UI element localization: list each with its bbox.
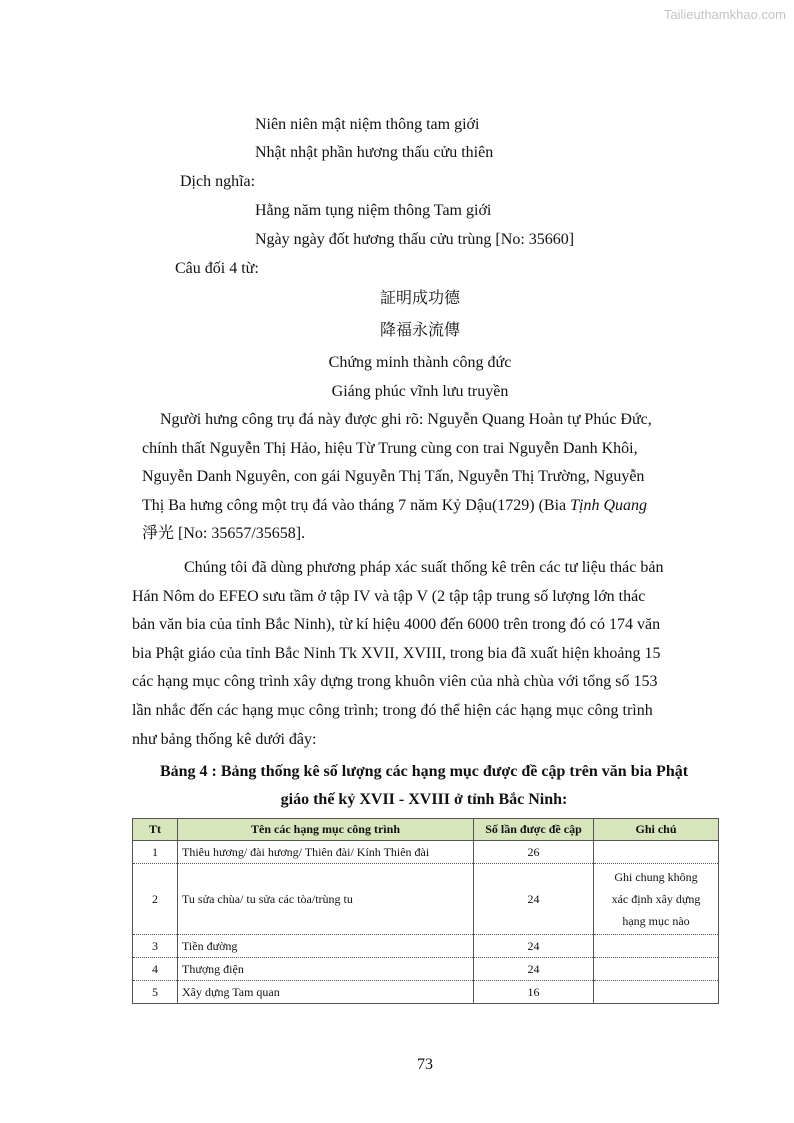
couplet-label: Câu đối 4 từ:: [175, 260, 259, 277]
paragraph-statistics: [132, 554, 718, 754]
watermark: Tailieuthamkhao.com: [663, 7, 786, 22]
page-number: 73: [417, 1056, 433, 1073]
paragraph-line: 淨光 [No: 35657/35658].: [142, 525, 306, 543]
table-row: [133, 841, 719, 864]
item-name: Thượng điện: [178, 958, 474, 981]
paragraph-line: Hán Nôm do EFEO sưu tầm ở tập IV và tập V (2 tập tập trung số lượng lớn thác: [132, 587, 646, 605]
table-row: [133, 981, 719, 1004]
table-caption-line: Bảng 4 : Bảng thống kê số lượng các hạng mục được đề cập trên văn bia Phật: [159, 763, 689, 780]
table-row: [133, 864, 719, 935]
mention-count: 26: [474, 841, 594, 864]
paragraph-line-text: Thị Ba hưng công một trụ đá vào tháng 7 năm Kỷ Dậu(1729) (Bia: [142, 496, 571, 514]
paragraph-line: [142, 492, 718, 521]
paragraph-donors: [142, 406, 718, 549]
couplet-han-line: 証明成功德: [379, 290, 460, 307]
table-row: [133, 935, 719, 958]
translation-line: Ngày ngày đốt hương thấu cửu trùng [No: 35660]: [255, 231, 575, 248]
column-header: Số lần được đề cập: [474, 819, 594, 841]
note-cell: [594, 981, 719, 1004]
mention-count: 24: [474, 935, 594, 958]
note-cell: [594, 958, 719, 981]
note-cell: Ghi chung không xác định xây dựng hạng mục nào: [594, 864, 719, 935]
couplet-han-line: 降福永流傳: [379, 322, 460, 339]
mention-count: 24: [474, 864, 594, 935]
paragraph-line: lần nhắc đến các hạng mục công trình; trong đó thể hiện các hạng mục công trình: [132, 701, 653, 719]
column-header: Tên các hạng mục công trình: [178, 819, 474, 841]
note-cell: [594, 841, 719, 864]
paragraph-line: Người hưng công trụ đá này được ghi rõ: Nguyễn Quang Hoàn tự Phúc Đức,: [160, 411, 652, 428]
item-name: Xây dựng Tam quan: [178, 981, 474, 1004]
table-caption: [130, 758, 718, 814]
row-index: 3: [133, 935, 178, 958]
column-header: Ghi chú: [594, 819, 719, 841]
row-index: 5: [133, 981, 178, 1004]
mention-count: 24: [474, 958, 594, 981]
verse-line: Niên niên mật niệm thông tam giới: [255, 116, 480, 133]
table-header-row: [133, 819, 719, 841]
item-name: Thiêu hương/ đài hương/ Thiên đài/ Kính Thiên đài: [178, 841, 474, 864]
note-cell: [594, 935, 719, 958]
couplet-line: Giáng phúc vĩnh lưu truyền: [331, 383, 509, 400]
row-index: 1: [133, 841, 178, 864]
paragraph-line: như bảng thống kê dưới đây:: [132, 730, 317, 748]
item-name: Tu sửa chùa/ tu sửa các tòa/trùng tu: [178, 864, 474, 935]
column-header: Tt: [133, 819, 178, 841]
paragraph-line: bản văn bia của tỉnh Bắc Ninh), từ kí hiệu 4000 đến 6000 trên trong đó có 174 văn: [132, 616, 661, 634]
statistics-table: [132, 818, 719, 1004]
paragraph-line: Chúng tôi đã dùng phương pháp xác suất thống kê trên các tư liệu thác bản: [184, 559, 664, 576]
mention-count: 16: [474, 981, 594, 1004]
translation-line: Hằng năm tụng niệm thông Tam giới: [255, 202, 492, 219]
couplet-line: Chứng minh thành công đức: [328, 354, 512, 371]
paragraph-line: bia Phật giáo của tỉnh Bắc Ninh Tk XVII, XVIII, trong bia đã xuất hiện khoảng 15: [132, 644, 661, 662]
table-caption-line: giáo thế kỷ XVII - XVIII ở tỉnh Bắc Ninh:: [280, 791, 568, 808]
row-index: 4: [133, 958, 178, 981]
translation-label: Dịch nghĩa:: [180, 173, 256, 190]
stele-name: Tịnh Quang: [570, 496, 648, 514]
paragraph-line: các hạng mục công trình xây dựng trong khuôn viên của nhà chùa với tổng số 153: [132, 673, 658, 691]
item-name: Tiền đường: [178, 935, 474, 958]
paragraph-line: chính thất Nguyễn Thị Hảo, hiệu Từ Trung cùng con trai Nguyễn Danh Khôi,: [142, 439, 638, 457]
paragraph-line: Nguyễn Danh Nguyên, con gái Nguyễn Thị Tấn, Nguyễn Thị Trường, Nguyễn: [142, 468, 645, 486]
table-row: [133, 958, 719, 981]
row-index: 2: [133, 864, 178, 935]
verse-line: Nhật nhật phần hương thấu cửu thiên: [255, 144, 494, 161]
